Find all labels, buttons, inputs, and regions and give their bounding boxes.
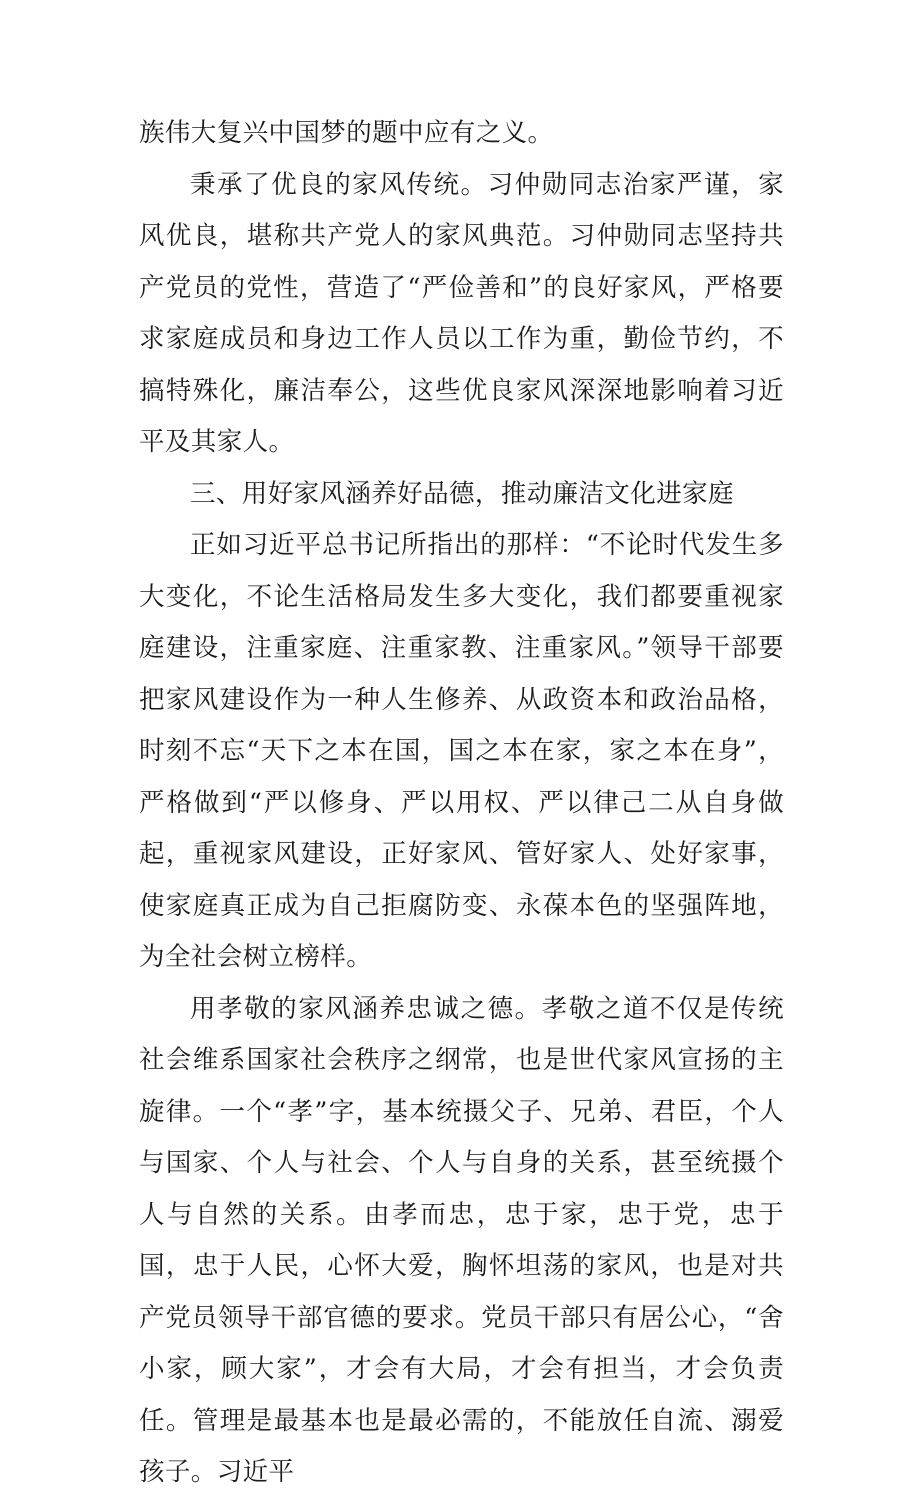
paragraph-family-tradition: 秉承了优良的家风传统。习仲勋同志治家严谨，家风优良，堪称共产党人的家风典范。习仲勋同志坚持共产党员的党性，营造了“严俭善和”的良好家风，严格要求家庭成员和身边工作人员以工作为重，勤俭节约，不搞特殊化，廉洁奉公，这些优良家风深深地影响着习近平及其家人。 bbox=[139, 169, 784, 457]
paragraph-family-building: 正如习近平总书记所指出的那样：“不论时代发生多大变化，不论生活格局发生多大变化，我们都要重视家庭建设，注重家庭、注重家教、注重家风。”领导干部要把家风建设作为一种人生修养、从政资本和政治品格，时刻不忘“天下之本在国，国之本在家，家之本在身”，严格做到“严以修身、严以用权、严以律己二从自身做起，重视家风建设，正好家风、管好家人、处好家事，使家庭真正成为自己拒腐防变、永葆本色的坚强阵地，为全社会树立榜样。 bbox=[139, 530, 784, 972]
section-heading: 三、用好家风涵养好品德，推动廉洁文化进家庭 bbox=[190, 478, 734, 509]
paragraph-continuation: 族伟大复兴中国梦的题中应有之义。 bbox=[139, 118, 554, 148]
document-body bbox=[139, 108, 784, 1499]
paragraph-filial-piety: 用孝敬的家风涵养忠诚之德。孝敬之道不仅是传统社会维系国家社会秩序之纲常，也是世代家风宣扬的主旋律。一个“孝”字，基本统摄父子、兄弟、君臣，个人与国家、个人与社会、个人与自身的关系，甚至统摄个人与自然的关系。由孝而忠，忠于家，忠于党，忠于国，忠于人民，心怀大爱，胸怀坦荡的家风，也是对共产党员领导干部官德的要求。党员干部只有居公心，“舍小家，顾大家”，才会有大局，才会有担当，才会负责任。管理是最基本也是最必需的，不能放任自流、溺爱孩子。习近平 bbox=[139, 993, 784, 1487]
